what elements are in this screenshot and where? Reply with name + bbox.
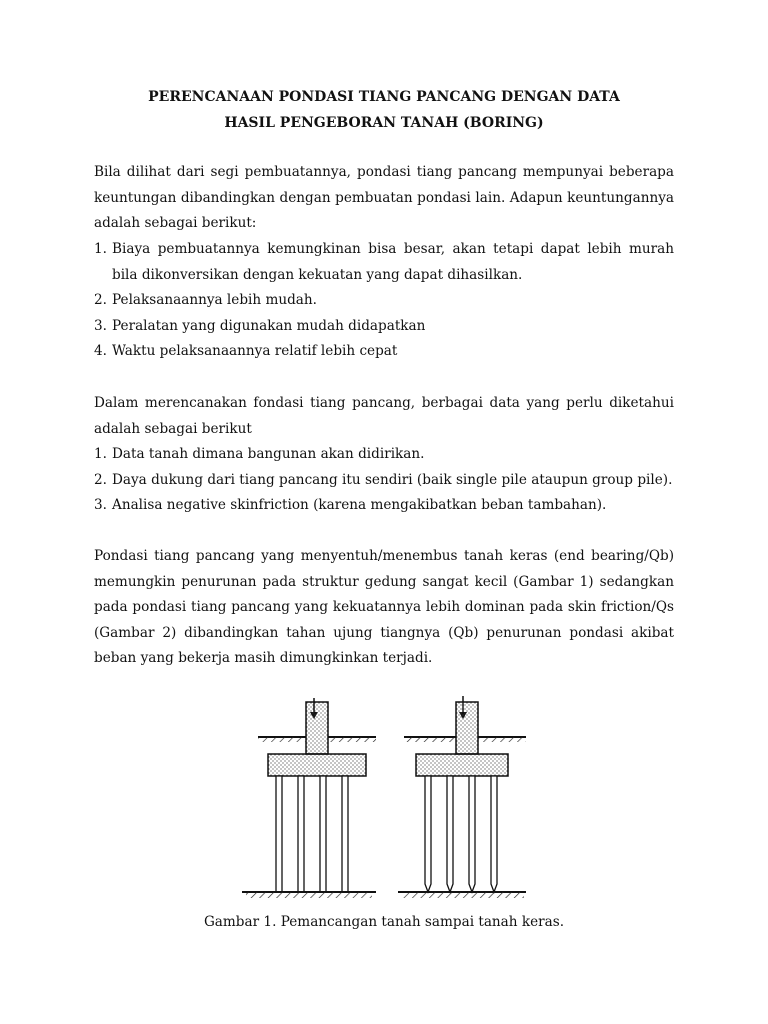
title-line-1: PERENCANAAN PONDASI TIANG PANCANG DENGAN DATA [148,89,620,105]
list-item [94,288,674,314]
list-item [94,339,674,365]
list-number: 3. [94,497,107,514]
figure-caption: Gambar 1. Pemancangan tanah sampai tanah keras. [203,914,565,930]
list-text: Daya dukung dari tiang pancang itu sendiri (baik single pile ataupun group pile). [112,471,673,488]
list-item [94,237,674,288]
list-number: 1. [94,446,107,462]
title-line-2: HASIL PENGEBORAN TANAH (BORING) [224,115,544,131]
list-text: Pelaksanaannya lebih mudah. [112,292,317,309]
list-text: Waktu pelaksanaannya relatif lebih cepat [112,343,398,360]
list-number: 3. [94,317,107,334]
list-number: 2. [94,471,107,488]
list-item [94,314,674,340]
list-text: Data tanah dimana bangunan akan didirikan. [112,446,425,462]
list-number: 2. [94,292,107,309]
intro-paragraph: Bila dilihat dari segi pembuatannya, pondasi tiang pancang mempunyai beberapa keuntungan dibandingkan dengan pembuatan pondasi lain. Adapun keuntungannya adalah sebagai berikut: [94,164,674,232]
pile-foundation-figure [236,692,536,902]
list-item [94,468,674,494]
list-number: 4. [94,343,107,360]
list-text: Biaya pembuatannya kemungkinan bisa besar, akan tetapi dapat lebih murah bila dikonversikan dengan kekuatan yang dapat dihasilkan. [112,241,674,283]
explanation-paragraph: Pondasi tiang pancang yang menyentuh/menembus tanah keras (end bearing/Qb) memungkin penurunan pada struktur gedung sangat kecil (Gambar 1) sedangkan pada pondasi tiang pancang yang kekuatannya lebih dominan pada skin friction/Qs (Gambar 2) dibandingkan tahan ujung tiangnya (Qb) penurunan pondasi akibat beban yang bekerja masih dimungkinkan terjadi. [94,548,674,667]
list-item [94,442,674,468]
list-item [94,493,674,519]
list-number: 1. [94,241,107,257]
data-paragraph: Dalam merencanakan fondasi tiang pancang, berbagai data yang perlu diketahui adalah sebagai berikut [94,395,674,437]
data-list [94,442,674,519]
end-bearing-foundation-left [242,698,376,898]
advantages-list [94,237,674,365]
list-text: Peralatan yang digunakan mudah didapatkan [112,317,426,334]
list-text: Analisa negative skinfriction (karena mengakibatkan beban tambahan). [112,497,607,514]
end-bearing-foundation-right [398,696,526,898]
